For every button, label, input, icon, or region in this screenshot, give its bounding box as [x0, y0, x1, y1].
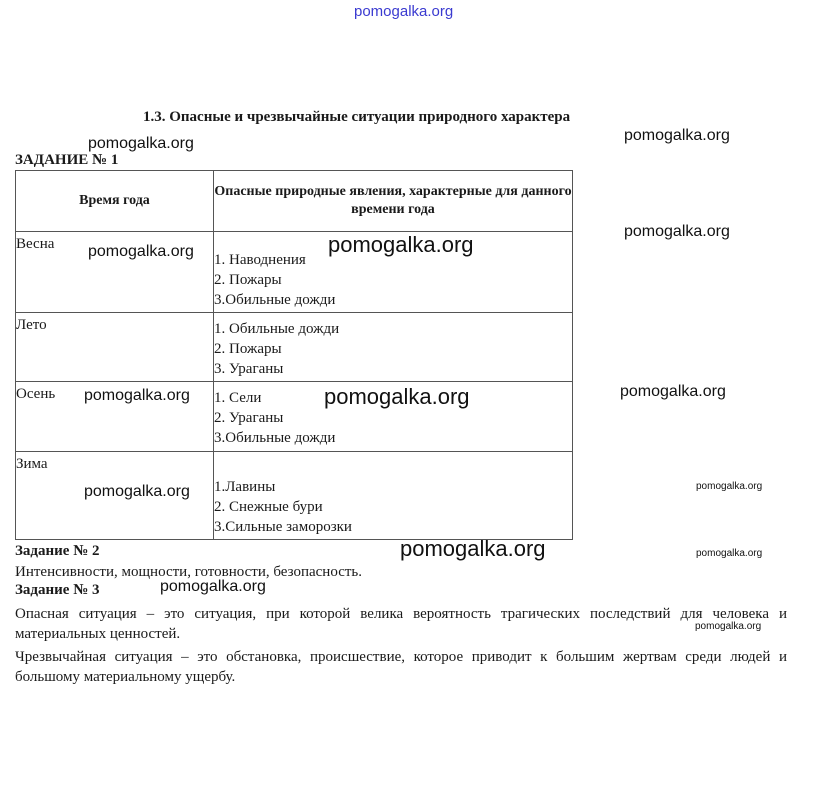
watermark: pomogalka.org [88, 243, 194, 260]
task2-answer: Интенсивности, мощности, готовности, безопасность. [15, 564, 363, 580]
watermark: pomogalka.org [696, 548, 763, 559]
watermark: pomogalka.org [696, 481, 763, 492]
watermark: pomogalka.org [84, 483, 190, 500]
watermark: pomogalka.org [695, 621, 762, 632]
task3-heading: Задание № 3 [15, 582, 100, 598]
task3-paragraph-2: Чрезвычайная ситуация – это обстановка, происшествие, которое приводит к большим жертвам среди людей и большому материальному ущербу. [15, 649, 787, 685]
column-header-season: Время года [16, 171, 214, 232]
list-item: 3.Обильные дожди [214, 430, 336, 446]
season-cell: Осень [16, 382, 214, 452]
watermark: pomogalka.org [624, 223, 730, 240]
season-cell: Лето [16, 313, 214, 382]
list-item: 1. Сели [214, 390, 262, 406]
watermark: pomogalka.org [400, 536, 546, 561]
watermark-top: pomogalka.org [354, 3, 454, 20]
page-title: 1.3. Опасные и чрезвычайные ситуации природного характера [143, 109, 571, 125]
task1-heading: ЗАДАНИЕ № 1 [15, 152, 119, 168]
season-cell: Зима [16, 452, 214, 540]
list-item: 1. Наводнения [214, 252, 306, 268]
season-cell: Весна [16, 232, 214, 313]
watermark: pomogalka.org [620, 383, 726, 400]
list-item: 3.Сильные заморозки [214, 519, 352, 535]
list-item: 2. Пожары [214, 341, 282, 357]
table-row [16, 313, 573, 382]
watermark: pomogalka.org [88, 135, 194, 152]
list-item: 2. Снежные бури [214, 499, 323, 515]
watermark: pomogalka.org [160, 578, 266, 595]
list-item: 3.Обильные дожди [214, 292, 336, 308]
list-item: 1. Обильные дожди [214, 321, 340, 337]
column-header-phenomena: Опасные природные явления, характерные для данного времени года [214, 171, 573, 232]
list-item: 3. Ураганы [214, 361, 284, 377]
phenomena-cell [214, 452, 573, 540]
watermark: pomogalka.org [328, 232, 474, 257]
list-item: 1.Лавины [214, 479, 276, 495]
watermark: pomogalka.org [624, 127, 730, 144]
watermark: pomogalka.org [324, 384, 470, 409]
list-item: 2. Ураганы [214, 410, 284, 426]
table-header-row [16, 171, 573, 232]
watermark: pomogalka.org [84, 387, 190, 404]
task3-paragraph-1: Опасная ситуация – это ситуация, при которой велика вероятность трагических последствий для человека и материальных ценностей. [15, 606, 787, 642]
list-item: 2. Пожары [214, 272, 282, 288]
task2-heading: Задание № 2 [15, 543, 100, 559]
phenomena-cell [214, 313, 573, 382]
